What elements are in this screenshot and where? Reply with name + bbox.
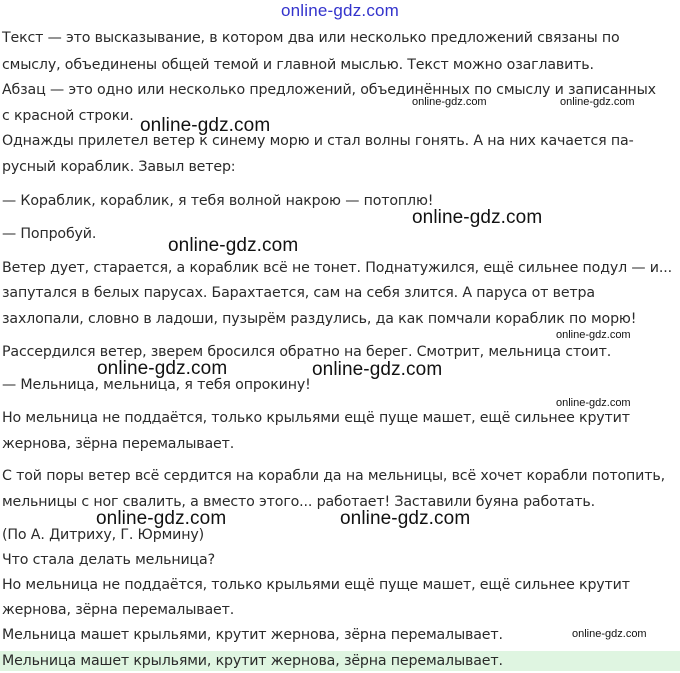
header-site-watermark: online-gdz.com — [280, 1, 400, 20]
highlighted-answer-line: Мельница машет крыльями, крутит жернова, зёрна перемалывает. — [0, 651, 680, 671]
text-line: захлопали, словно в ладоши, пузырём раздулись, да как помчали кораблик по морю! — [2, 311, 637, 327]
text-line: С той поры ветер всё сердится на корабли да на мельницы, всё хочет корабли потопить, — [2, 468, 665, 484]
watermark-large: online-gdz.com — [168, 235, 299, 256]
text-line: — Мельница, мельница, я тебя опрокину! — [2, 377, 311, 393]
watermark-large: online-gdz.com — [96, 508, 227, 529]
text-line: запутался в белых парусах. Барахтается, сам на себя злится. А паруса от ветра — [2, 285, 595, 301]
text-line: русный кораблик. Завыл ветер: — [2, 159, 236, 175]
text-line: мельницы с ног свалить, а вместо этого... работает! Заставили буяна работать. — [2, 494, 595, 510]
watermark-small: online-gdz.com — [556, 329, 631, 341]
text-line: Рассердился ветер, зверем бросился обратно на берег. Смотрит, мельница стоит. — [2, 344, 612, 360]
watermark-small: online-gdz.com — [560, 96, 635, 108]
text-line: — Кораблик, кораблик, я тебя волной накрою — потоплю! — [2, 193, 434, 209]
text-line: смыслу, объединены общей темой и главной мыслью. Текст можно озаглавить. — [2, 57, 594, 73]
text-line: Ветер дует, старается, а кораблик всё не тонет. Поднатужился, ещё сильнее подул — и... — [2, 260, 672, 276]
text-line: Текст — это высказывание, в котором два или несколько предложений связаны по — [2, 30, 620, 46]
text-line: — Попробуй. — [2, 226, 97, 242]
watermark-large: online-gdz.com — [140, 115, 271, 136]
text-line: жернова, зёрна перемалывает. — [2, 602, 235, 618]
text-line: жернова, зёрна перемалывает. — [2, 436, 235, 452]
watermark-small: online-gdz.com — [412, 96, 487, 108]
text-line: Мельница машет крыльями, крутит жернова, зёрна перемалывает. — [2, 627, 503, 643]
text-line: Что стала делать мельница? — [2, 552, 215, 568]
watermark-small: online-gdz.com — [556, 397, 631, 409]
watermark-large: online-gdz.com — [412, 207, 543, 228]
text-line: Однажды прилетел ветер к синему морю и стал волны гонять. А на них качается па- — [2, 133, 634, 149]
watermark-small: online-gdz.com — [572, 628, 647, 640]
text-line: Но мельница не поддаётся, только крыльями ещё пуще машет, ещё сильнее крутит — [2, 410, 630, 426]
text-line: Но мельница не поддаётся, только крыльями ещё пуще машет, ещё сильнее крутит — [2, 577, 630, 593]
text-line: (По А. Дитриху, Г. Юрмину) — [2, 527, 204, 543]
text-line: Абзац — это одно или несколько предложений, объединённых по смыслу и записанных — [2, 82, 656, 98]
watermark-large: online-gdz.com — [312, 359, 443, 380]
watermark-large: online-gdz.com — [340, 508, 471, 529]
watermark-large: online-gdz.com — [97, 358, 228, 379]
text-line: с красной строки. — [2, 108, 134, 124]
